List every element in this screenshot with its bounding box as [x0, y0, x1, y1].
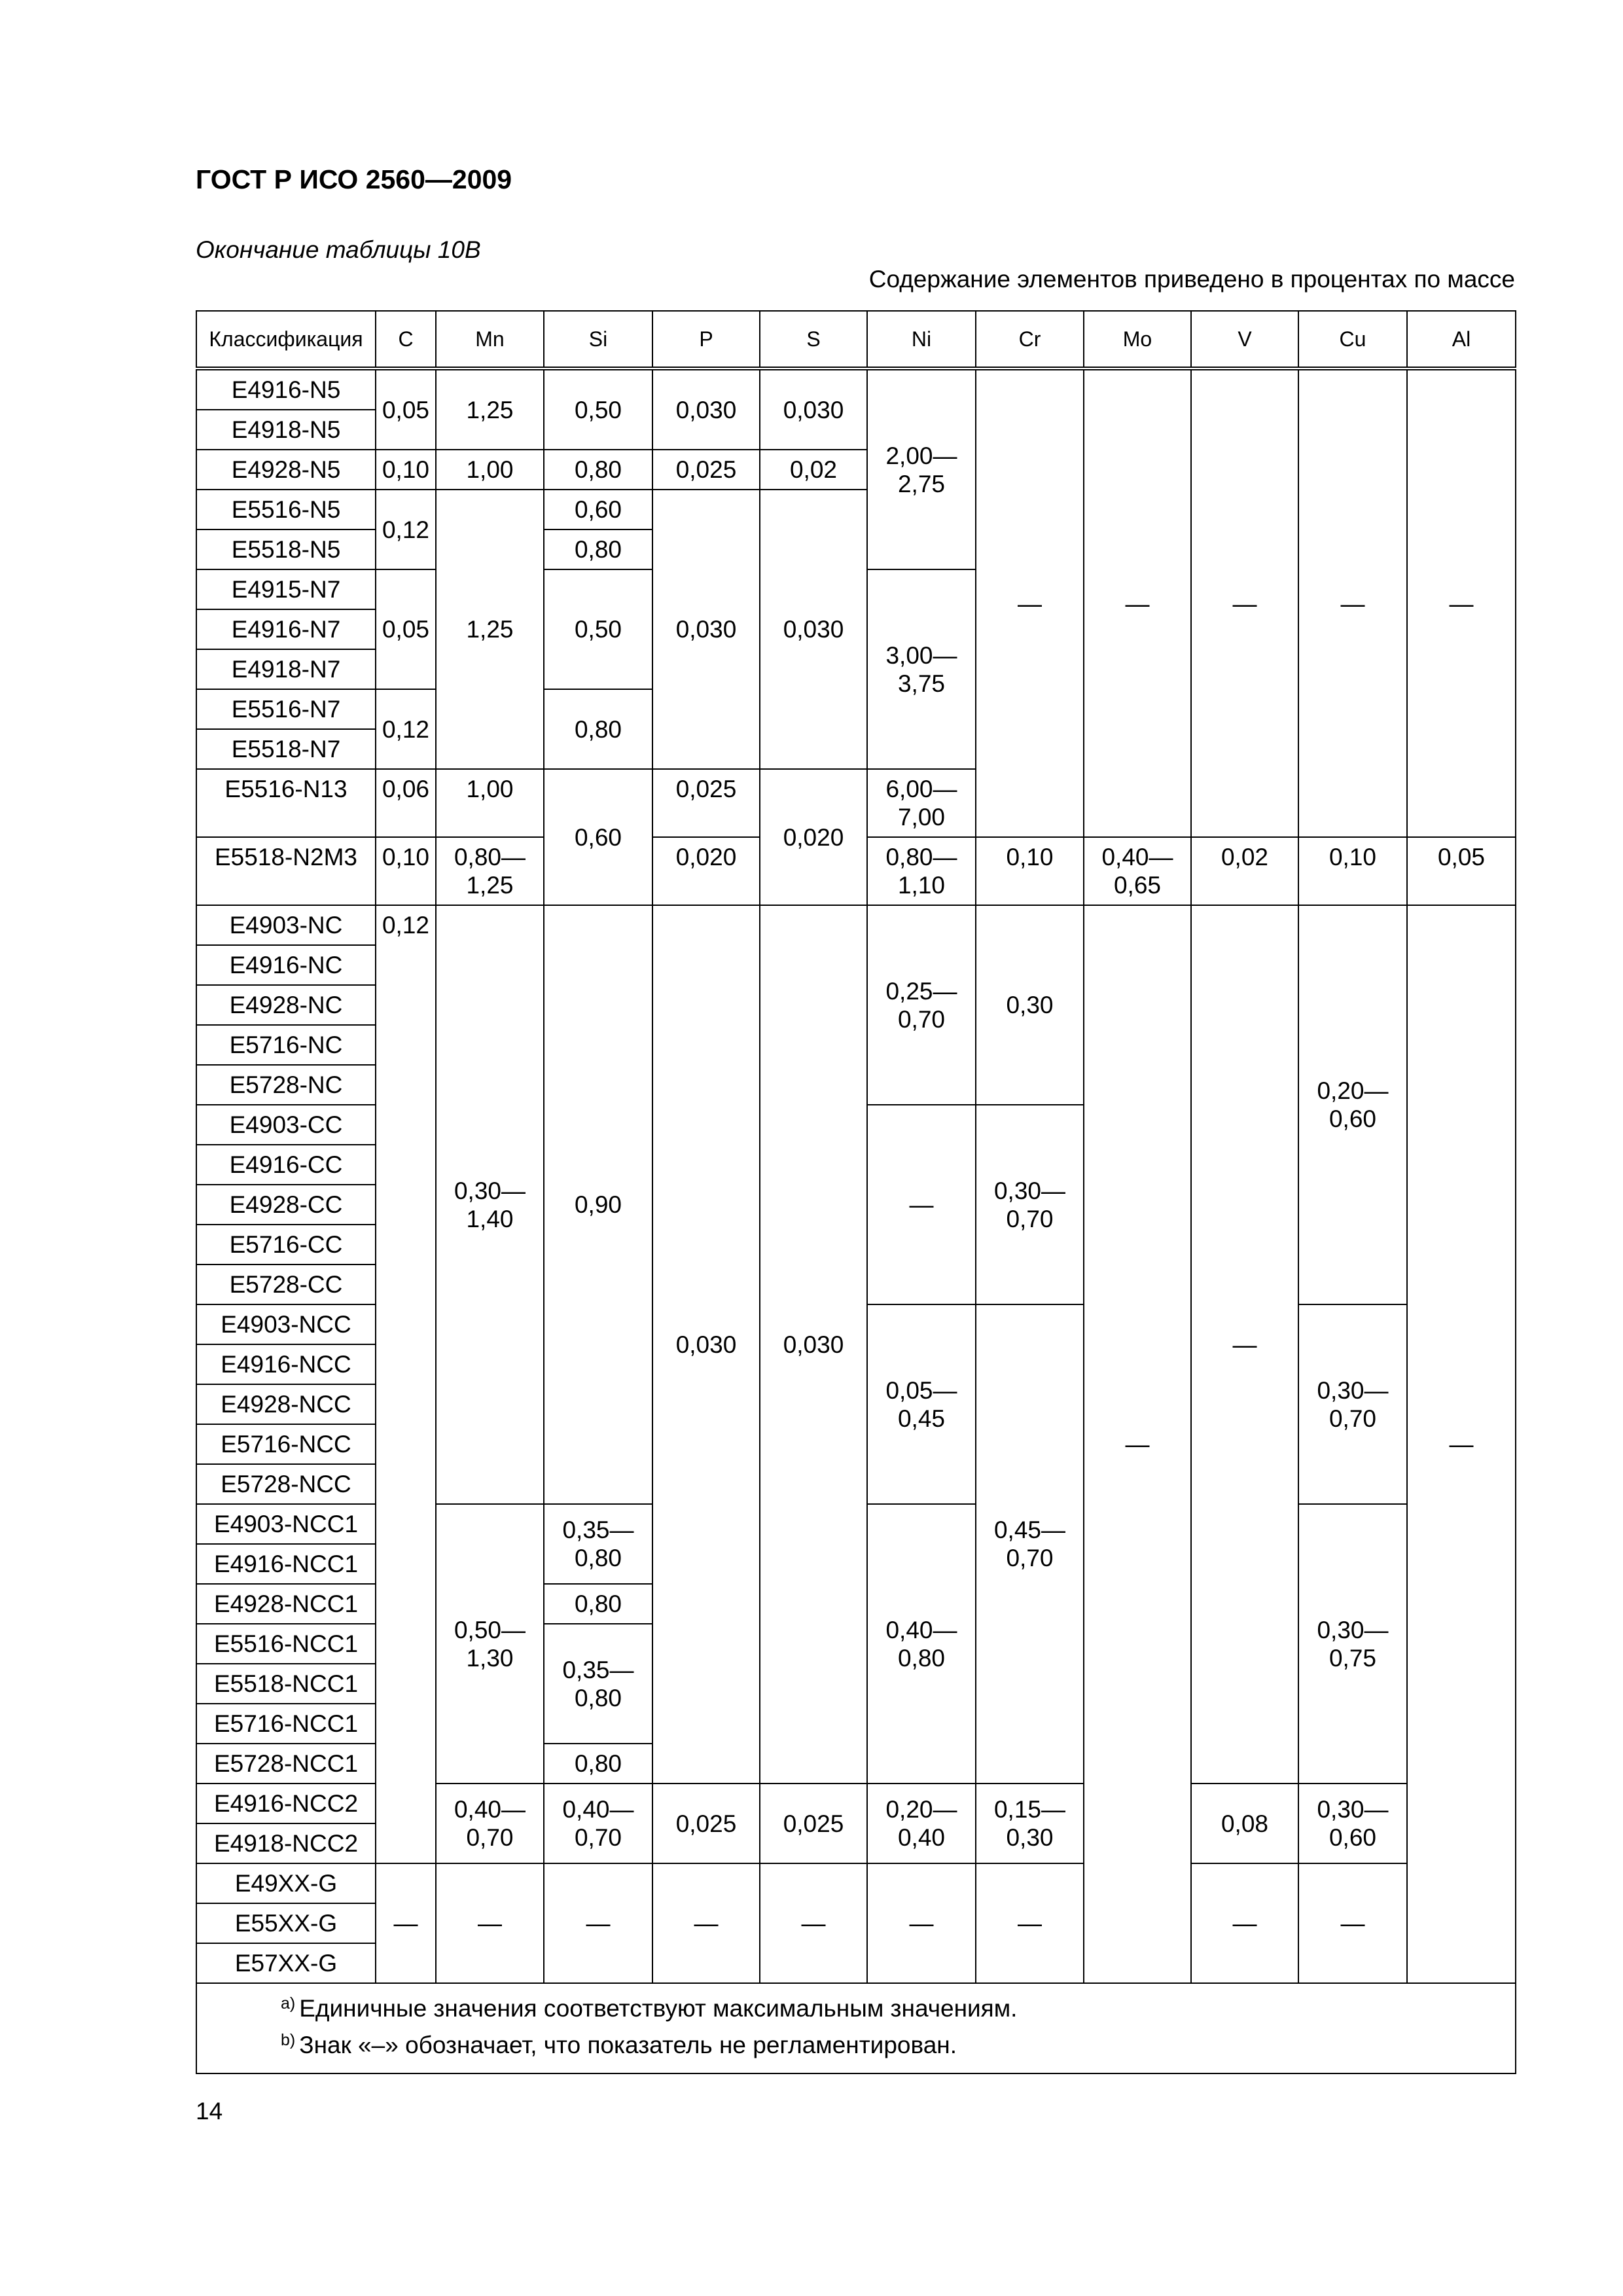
- mo-value-cell: —: [1084, 905, 1191, 1983]
- document-standard-title: ГОСТ Р ИСО 2560—2009: [196, 164, 512, 194]
- mo-value-cell: 0,40— 0,65: [1084, 837, 1191, 905]
- c-value-cell: 0,12: [376, 905, 436, 1863]
- grade-cell: E5516-NCC1: [196, 1624, 376, 1664]
- footnote: [281, 2028, 1508, 2065]
- table-body: [196, 368, 1516, 1983]
- chemical-composition-table: [196, 310, 1516, 2074]
- si-value-cell: 0,60: [544, 490, 652, 529]
- si-value-cell: 0,50: [544, 368, 652, 450]
- header-c: C: [376, 311, 436, 368]
- cr-value-cell: 0,15— 0,30: [976, 1784, 1084, 1863]
- mn-value-cell: 0,80— 1,25: [436, 837, 544, 905]
- cu-value-cell: —: [1298, 1863, 1407, 1983]
- mn-value-cell: 1,25: [436, 368, 544, 450]
- mn-value-cell: 1,00: [436, 769, 544, 837]
- grade-cell: E55XX-G: [196, 1903, 376, 1943]
- s-value-cell: 0,020: [760, 769, 867, 905]
- grade-cell: E4915-N7: [196, 569, 376, 609]
- footnotes-cell: [196, 1983, 1516, 2073]
- si-value-cell: 0,90: [544, 905, 652, 1504]
- c-value-cell: 0,12: [376, 490, 436, 569]
- s-value-cell: 0,030: [760, 490, 867, 769]
- grade-cell: E4903-CC: [196, 1105, 376, 1145]
- units-note: Содержание элементов приведено в процентах по массе: [868, 266, 1515, 293]
- grade-cell: E5716-NCC1: [196, 1704, 376, 1744]
- si-value-cell: 0,40— 0,70: [544, 1784, 652, 1863]
- cu-value-cell: 0,30— 0,70: [1298, 1304, 1407, 1504]
- al-value-cell: —: [1407, 368, 1516, 837]
- s-value-cell: 0,030: [760, 368, 867, 450]
- v-value-cell: 0,02: [1191, 837, 1298, 905]
- grade-cell: E5516-N7: [196, 689, 376, 729]
- si-value-cell: 0,35— 0,80: [544, 1504, 652, 1584]
- grade-cell: E4918-N7: [196, 649, 376, 689]
- cu-value-cell: 0,10: [1298, 837, 1407, 905]
- table-header-row: [196, 311, 1516, 368]
- si-value-cell: —: [544, 1863, 652, 1983]
- grade-cell: E5716-NCC: [196, 1424, 376, 1464]
- mn-value-cell: —: [436, 1863, 544, 1983]
- si-value-cell: 0,50: [544, 569, 652, 689]
- p-value-cell: —: [652, 1863, 760, 1983]
- c-value-cell: 0,12: [376, 689, 436, 769]
- si-value-cell: 0,80: [544, 450, 652, 490]
- ni-value-cell: 0,05— 0,45: [867, 1304, 976, 1504]
- grade-cell: E5716-NC: [196, 1025, 376, 1065]
- p-value-cell: 0,025: [652, 769, 760, 837]
- cr-value-cell: 0,45— 0,70: [976, 1304, 1084, 1784]
- grade-cell: E5728-CC: [196, 1265, 376, 1304]
- table-row: [196, 905, 1516, 945]
- grade-cell: E4928-NCC1: [196, 1584, 376, 1624]
- grade-cell: E4928-NCC: [196, 1384, 376, 1424]
- header-classification: Классификация: [196, 311, 376, 368]
- grade-cell: E4928-CC: [196, 1185, 376, 1225]
- mn-value-cell: 0,50— 1,30: [436, 1504, 544, 1784]
- ni-value-cell: 0,80— 1,10: [867, 837, 976, 905]
- header-ni: Ni: [867, 311, 976, 368]
- cu-value-cell: 0,30— 0,75: [1298, 1504, 1407, 1784]
- mn-value-cell: 0,30— 1,40: [436, 905, 544, 1504]
- c-value-cell: 0,06: [376, 769, 436, 837]
- p-value-cell: 0,030: [652, 368, 760, 450]
- table-row: [196, 1863, 1516, 1903]
- footnotes-row: [196, 1983, 1516, 2073]
- mn-value-cell: 1,25: [436, 490, 544, 769]
- si-value-cell: 0,60: [544, 769, 652, 905]
- al-value-cell: —: [1407, 905, 1516, 1983]
- ni-value-cell: 0,40— 0,80: [867, 1504, 976, 1784]
- v-value-cell: —: [1191, 368, 1298, 837]
- grade-cell: E4916-NCC: [196, 1344, 376, 1384]
- si-value-cell: 0,35— 0,80: [544, 1624, 652, 1744]
- grade-cell: E49XX-G: [196, 1863, 376, 1903]
- header-cr: Cr: [976, 311, 1084, 368]
- cu-value-cell: 0,30— 0,60: [1298, 1784, 1407, 1863]
- header-si: Si: [544, 311, 652, 368]
- ni-value-cell: 0,25— 0,70: [867, 905, 976, 1105]
- si-value-cell: 0,80: [544, 529, 652, 569]
- footnote: [281, 1992, 1508, 2028]
- c-value-cell: 0,10: [376, 450, 436, 490]
- s-value-cell: 0,030: [760, 905, 867, 1784]
- c-value-cell: 0,05: [376, 368, 436, 450]
- grade-cell: E4916-NCC1: [196, 1544, 376, 1584]
- header-v: V: [1191, 311, 1298, 368]
- c-value-cell: —: [376, 1863, 436, 1983]
- v-value-cell: —: [1191, 1863, 1298, 1983]
- cu-value-cell: 0,20— 0,60: [1298, 905, 1407, 1304]
- grade-cell: E4903-NC: [196, 905, 376, 945]
- page-number: 14: [196, 2098, 223, 2125]
- al-value-cell: 0,05: [1407, 837, 1516, 905]
- grade-cell: E4916-NC: [196, 945, 376, 985]
- grade-cell: E4916-N5: [196, 368, 376, 410]
- c-value-cell: 0,10: [376, 837, 436, 905]
- grade-cell: E4916-CC: [196, 1145, 376, 1185]
- s-value-cell: 0,025: [760, 1784, 867, 1863]
- grade-cell: E4903-NCC1: [196, 1504, 376, 1544]
- grade-cell: E57XX-G: [196, 1943, 376, 1983]
- header-p: P: [652, 311, 760, 368]
- s-value-cell: 0,02: [760, 450, 867, 490]
- header-s: S: [760, 311, 867, 368]
- grade-cell: E5518-N2M3: [196, 837, 376, 905]
- cr-value-cell: 0,30: [976, 905, 1084, 1105]
- v-value-cell: —: [1191, 905, 1298, 1784]
- header-cu: Cu: [1298, 311, 1407, 368]
- table-caption: Окончание таблицы 10В: [196, 236, 481, 263]
- cr-value-cell: 0,30— 0,70: [976, 1105, 1084, 1304]
- footnote-mark: b): [281, 2031, 296, 2049]
- header-mn: Mn: [436, 311, 544, 368]
- ni-value-cell: 6,00— 7,00: [867, 769, 976, 837]
- grade-cell: E5518-NCC1: [196, 1664, 376, 1704]
- ni-value-cell: 2,00— 2,75: [867, 368, 976, 569]
- ni-value-cell: 3,00— 3,75: [867, 569, 976, 769]
- s-value-cell: —: [760, 1863, 867, 1983]
- grade-cell: E4918-N5: [196, 410, 376, 450]
- grade-cell: E5518-N5: [196, 529, 376, 569]
- grade-cell: E4916-N7: [196, 609, 376, 649]
- mo-value-cell: —: [1084, 368, 1191, 837]
- p-value-cell: 0,025: [652, 1784, 760, 1863]
- cu-value-cell: —: [1298, 368, 1407, 837]
- footnote-text: Единичные значения соответствуют максимальным значениям.: [299, 1995, 1018, 2022]
- cr-value-cell: 0,10: [976, 837, 1084, 905]
- cr-value-cell: —: [976, 1863, 1084, 1983]
- c-value-cell: 0,05: [376, 569, 436, 689]
- v-value-cell: 0,08: [1191, 1784, 1298, 1863]
- mn-value-cell: 0,40— 0,70: [436, 1784, 544, 1863]
- grade-cell: E5728-NCC1: [196, 1744, 376, 1784]
- ni-value-cell: —: [867, 1863, 976, 1983]
- ni-value-cell: —: [867, 1105, 976, 1304]
- grade-cell: E5516-N13: [196, 769, 376, 837]
- mn-value-cell: 1,00: [436, 450, 544, 490]
- grade-cell: E4916-NCC2: [196, 1784, 376, 1823]
- grade-cell: E5518-N7: [196, 729, 376, 769]
- ni-value-cell: 0,20— 0,40: [867, 1784, 976, 1863]
- grade-cell: E4903-NCC: [196, 1304, 376, 1344]
- p-value-cell: 0,030: [652, 490, 760, 769]
- grade-cell: E4928-NC: [196, 985, 376, 1025]
- footnote-mark: a): [281, 1994, 296, 2013]
- p-value-cell: 0,030: [652, 905, 760, 1784]
- table-row: [196, 368, 1516, 410]
- si-value-cell: 0,80: [544, 689, 652, 769]
- si-value-cell: 0,80: [544, 1744, 652, 1784]
- grade-cell: E5716-CC: [196, 1225, 376, 1265]
- grade-cell: E5728-NC: [196, 1065, 376, 1105]
- cr-value-cell: —: [976, 368, 1084, 837]
- p-value-cell: 0,020: [652, 837, 760, 905]
- footnote-text: Знак «–» обозначает, что показатель не регламентирован.: [299, 2032, 957, 2058]
- grade-cell: E4918-NCC2: [196, 1823, 376, 1863]
- grade-cell: E4928-N5: [196, 450, 376, 490]
- header-al: Al: [1407, 311, 1516, 368]
- grade-cell: E5728-NCC: [196, 1464, 376, 1504]
- grade-cell: E5516-N5: [196, 490, 376, 529]
- si-value-cell: 0,80: [544, 1584, 652, 1624]
- p-value-cell: 0,025: [652, 450, 760, 490]
- header-mo: Mo: [1084, 311, 1191, 368]
